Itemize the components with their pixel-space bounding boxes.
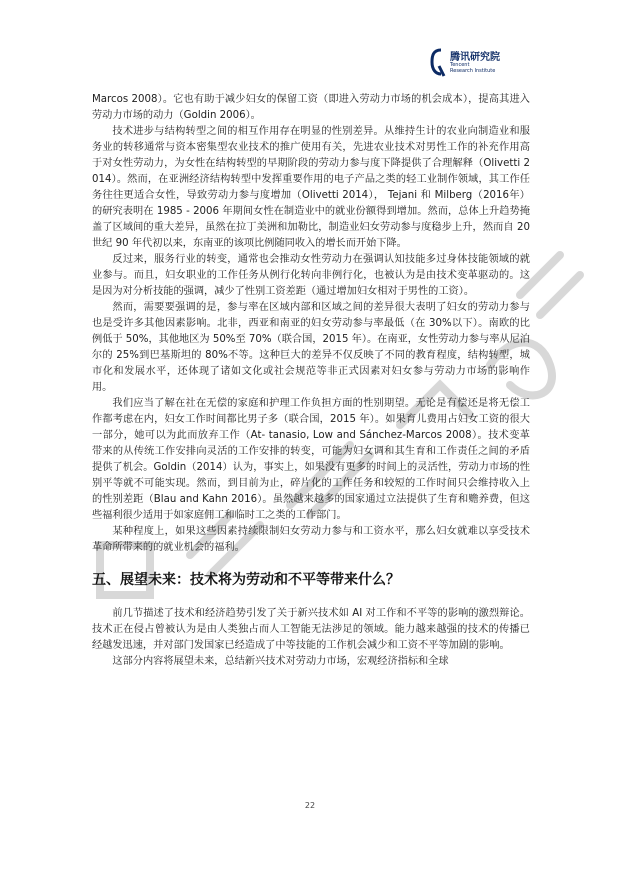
logo-chinese-name: 腾讯研究院 bbox=[450, 52, 500, 63]
tencent-research-logo bbox=[430, 48, 540, 82]
paragraph-3: 反过来，服务行业的转变，通常也会推动女性劳动力在强调认知技能多过身体技能领域的就业参与。而且，妇女职业的工作任务从例行化转向非例行化，也被认为是由技术变革驱动的。这是因为对分析技能的强调，减少了性别工资差距（通过增加妇女相对于男性的工资）。 bbox=[92, 254, 530, 297]
paragraph-6: 某种程度上，如果这些因素持续限制妇女劳动力参与和工资水平，那么妇女就难以享受技术革命所带来的的就业机会的福利。 bbox=[92, 526, 530, 553]
paragraph-2: 技术进步与结构转型之间的相互作用存在明显的性别差异。从维持生计的农业向制造业和服务业的转移通常与资本密集型农业技术的推广使用有关，先进农业技术对男性工作的补充作用高于对女性劳动力，为女性在结构转型的早期阶段的劳动力参与度下降提供了合理解释（Olivetti 2014）。然而，在亚洲经济结构转型中发挥重要作用的电子产品之类的轻工业制作领域，其工作任务往往更适合女性，导致劳动力参与度增加（Olivetti 2014）， Tejani 和 Milberg（2016年）的研究表明在 1985 - 2006 年期间女性在制造业中的就业份额得到增加。然而，总体上升趋势掩盖了区域间的重大差异，虽然在拉丁美洲和加勒比，制造业妇女劳动参与度稳步上升，然而自 20 世纪 90 年代初以来，东南亚的该项比例随同收入的增长而开始下降。 bbox=[92, 126, 530, 249]
logo-mark-icon bbox=[430, 48, 446, 78]
paragraph-7: 前几节描述了技术和经济趋势引发了关于新兴技术如 AI 对工作和不平等的影响的激烈辩论。技术正在侵占曾被认为是由人类独占而人工智能无法涉足的领域。能力越来越强的技术的传播已经越发迅速，并对部门发国家已经造成了中等技能的工作机会减少和工资不平等加剧的影响。 bbox=[92, 608, 530, 651]
page-content bbox=[92, 92, 530, 670]
logo-english-name: Tencent Research Institute bbox=[450, 62, 496, 74]
paragraph-8: 这部分内容将展望未来，总结新兴技术对劳动力市场，宏观经济指标和全球 bbox=[112, 656, 449, 667]
section-heading: 五、展望未来：技术将为劳动和不平等带来什么？ bbox=[92, 572, 400, 588]
page-number: 22 bbox=[304, 801, 316, 810]
paragraph-4: 然而，需要要强调的是，参与率在区域内部和区域之间的差异很大表明了妇女的劳动力参与也是受许多其他因素影响。北非，西亚和南亚的妇女劳动参与率最低（在 30%以下）。南欧的比例低于 50%，其他地区为 50%至 70%（联合国，2015 年）。在南亚，女性劳动力参与率从尼泊尔的 25%到巴基斯坦的 80%不等。这种巨大的差异不仅反映了不同的教育程度，结构转型，城市化和发展水平，还体现了诸如文化或社会规范等非正式因素对妇女参与劳动力市场的影响作用。 bbox=[92, 302, 530, 393]
paragraph-5: 我们应当了解在社在无偿的家庭和护理工作负担方面的性别期望。无论是有偿还是将无偿工作都考虑在内，妇女工作时间都比男子多（联合国，2015 年）。如果育儿费用占妇女工资的很大一部分，她可以为此而放弃工作（At- tanasio, Low and Sánchez-Marcos 2008）。技术变革带来的从传统工作安排向灵活的工作安排的转变，可能为妇女调和其生育和工作责任之间的矛盾提供了机会。Goldin（2014）认为，事实上，如果没有更多的时间上的灵活性，劳动力市场的性别平等就不可能实现。然而，到目前为止，碎片化的工作任务和较短的工作时间只会维持收入上的性别差距（Blau and Kahn 2016）。虽然越来越多的国家通过立法提供了生育和赡养费，但这些福利很少适用于如家庭佣工和临时工之类的工作部门。 bbox=[92, 398, 530, 521]
paragraph-1: Marcos 2008）。它也有助于减少妇女的保留工资（即进入劳动力市场的机会成本），提高其进入劳动力市场的动力（Goldin 2006）。 bbox=[92, 94, 530, 121]
